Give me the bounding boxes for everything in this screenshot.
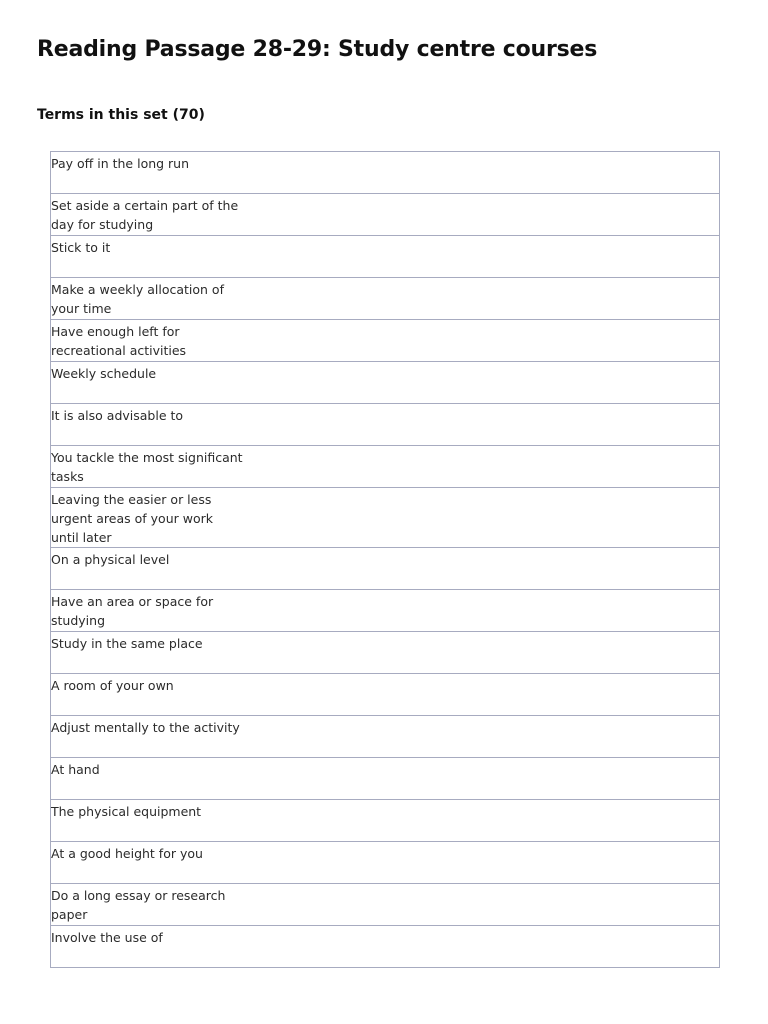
term-text: Study in the same place [51,636,203,651]
term-text: Have an area or space for studying [51,594,214,628]
term-cell [51,758,720,800]
term-row [51,884,720,926]
term-text: Weekly schedule [51,366,157,381]
terms-table [50,151,720,968]
term-row [51,632,720,674]
term-row [51,548,720,590]
term-cell [51,362,720,404]
term-row [51,152,720,194]
term-row [51,278,720,320]
term-row [51,320,720,362]
page-title: Reading Passage 28-29: Study centre courses [37,37,598,62]
term-text: A room of your own [51,678,174,693]
term-cell [51,320,720,362]
term-row [51,590,720,632]
term-text: At hand [51,762,100,777]
term-text: You tackle the most significant tasks [51,450,243,484]
term-cell [51,674,720,716]
term-row [51,674,720,716]
term-text: It is also advisable to [51,408,184,423]
term-cell [51,632,720,674]
term-cell [51,884,720,926]
term-row [51,800,720,842]
term-text: Adjust mentally to the activity [51,720,240,735]
term-cell [51,278,720,320]
term-cell [51,404,720,446]
term-cell [51,488,720,548]
term-row [51,716,720,758]
term-row [51,446,720,488]
term-text: Set aside a certain part of the day for studying [51,198,239,232]
term-row [51,488,720,548]
term-row [51,194,720,236]
term-text: Involve the use of [51,930,163,945]
term-cell [51,236,720,278]
term-text: At a good height for you [51,846,203,861]
term-text: Have enough left for recreational activities [51,324,187,358]
term-text: Pay off in the long run [51,156,190,171]
term-row [51,758,720,800]
term-cell [51,842,720,884]
term-cell [51,590,720,632]
term-cell [51,194,720,236]
terms-count-heading: Terms in this set (70) [37,107,205,123]
term-text: Stick to it [51,240,111,255]
term-row [51,362,720,404]
term-cell [51,152,720,194]
term-cell [51,548,720,590]
term-row [51,404,720,446]
term-text: Leaving the easier or less urgent areas of your work until later [51,492,213,545]
term-cell [51,716,720,758]
term-text: Make a weekly allocation of your time [51,282,224,316]
term-cell [51,446,720,488]
term-cell [51,800,720,842]
term-row [51,236,720,278]
term-text: The physical equipment [51,804,202,819]
term-row [51,842,720,884]
term-text: On a physical level [51,552,170,567]
term-cell [51,926,720,968]
term-text: Do a long essay or research paper [51,888,226,922]
term-row [51,926,720,968]
terms-list [51,152,720,968]
